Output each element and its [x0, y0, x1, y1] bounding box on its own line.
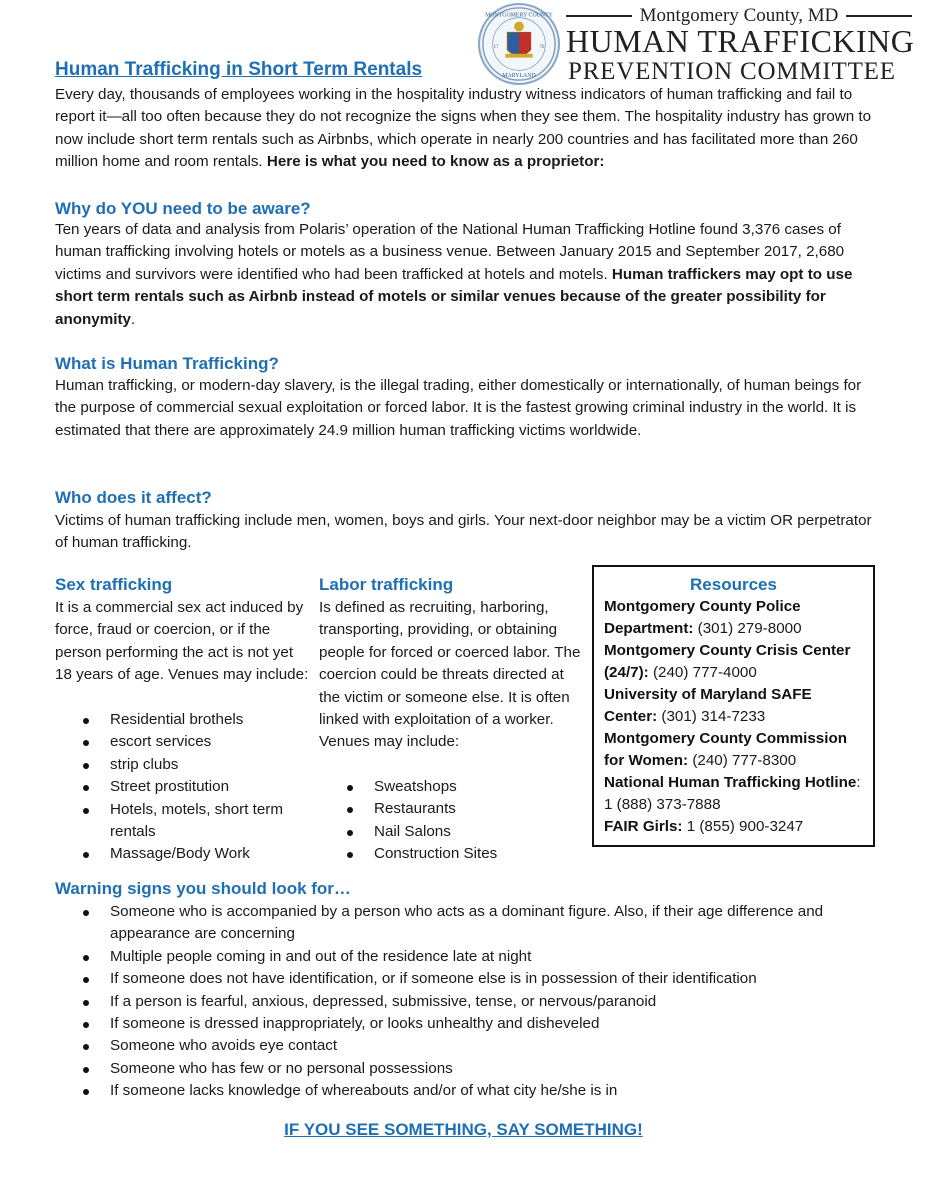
resource-item [604, 596, 863, 640]
rule-left [566, 15, 632, 17]
org-name-line2: PREVENTION COMMITTEE [568, 58, 896, 85]
bullet-icon [347, 785, 353, 791]
list-item-text: If someone does not have identification, or if someone else is in possession of their identification [110, 970, 757, 988]
bullet-icon [83, 1089, 89, 1095]
bullet-icon [347, 807, 353, 813]
list-item [55, 799, 315, 844]
org-location-text: Montgomery County, MD [639, 5, 839, 26]
svg-text:MARYLAND: MARYLAND [502, 73, 536, 80]
resource-phone[interactable]: (240) 777-4000 [648, 664, 757, 681]
bullet-icon [83, 718, 89, 724]
resources-heading: Resources [690, 575, 777, 594]
list-item-text: Someone who avoids eye contact [110, 1037, 338, 1055]
list-item [55, 1080, 895, 1102]
labor-trafficking-text: Is defined as recruiting, harboring, transporting, providing, or obtaining people for forced or coerced labor. The coercion could be threats directed at the victim or someone else. It is often linked with exploitation of a worker. Venues may include: [319, 599, 581, 751]
bullet-icon [83, 1044, 89, 1050]
list-item [319, 843, 581, 865]
list-item [55, 1058, 895, 1080]
list-item-text: Residential brothels [110, 711, 244, 728]
resource-name: University of Maryland SAFE Center: [604, 686, 812, 725]
sex-trafficking-heading: Sex trafficking [55, 575, 173, 594]
resource-item [604, 684, 863, 728]
resource-phone[interactable]: (301) 279-8000 [693, 620, 802, 637]
resource-name: National Human Trafficking Hotline [604, 774, 857, 791]
list-item [55, 843, 315, 865]
bullet-icon [83, 852, 89, 858]
why-bold-text: Human traffickers may opt to use short term rentals such as Airbnb instead of motels or similar venues because of the greater possibility for anonymity [55, 265, 853, 328]
resources-box [592, 565, 875, 847]
labor-trafficking-heading: Labor trafficking [319, 575, 454, 594]
bullet-icon [83, 785, 89, 791]
sex-trafficking-text: It is a commercial sex act induced by force, fraud or coercion, or if the person performing the act is not yet 18 years of age. Venues may include: [55, 599, 309, 684]
resource-phone[interactable]: : 1 (888) 373-7888 [604, 774, 861, 813]
list-item [319, 798, 581, 820]
list-item-text: Someone who is accompanied by a person who acts as a dominant figure. Also, if their age difference and appearance are concerning [110, 903, 824, 943]
list-item-text: If a person is fearful, anxious, depressed, submissive, tense, or nervous/paranoid [110, 992, 657, 1010]
resource-phone[interactable]: (240) 777-8300 [688, 752, 797, 769]
warning-list [55, 901, 895, 1103]
resource-name: FAIR Girls: [604, 818, 683, 835]
list-item-text: Massage/Body Work [110, 845, 250, 863]
bullet-icon [347, 830, 353, 836]
resource-name: Montgomery County Police Department: [604, 598, 801, 637]
who-paragraph: Victims of human trafficking include men, women, boys and girls. Your next-door neighbor may be a victim OR perpetrator of human trafficking. [55, 512, 872, 552]
svg-text:76: 76 [539, 44, 545, 50]
list-item-text: Street prostitution [110, 778, 230, 796]
resource-item [604, 772, 863, 816]
page-title: Human Trafficking in Short Term Rentals [55, 59, 423, 80]
bullet-icon [83, 1067, 89, 1073]
bullet-icon [83, 1000, 89, 1006]
list-item-text: Hotels, motels, short term rentals [110, 800, 284, 841]
list-item [55, 968, 895, 990]
rule-right [846, 15, 912, 17]
list-item-text: If someone lacks knowledge of whereabouts and/or of what city he/she is in [110, 1082, 618, 1100]
list-item [55, 709, 315, 731]
bullet-icon [347, 852, 353, 858]
list-item-text: Nail Salons [374, 822, 451, 840]
list-item-text: If someone is dressed inappropriately, or looks unhealthy and disheveled [110, 1015, 600, 1033]
list-item [319, 821, 581, 843]
why-text: Ten years of data and analysis from Polaris’ operation of the National Human Trafficking Hotline found 3,376 cases of human trafficking involving hotels or motels as a business venue. Between January 2015 and September 2017, 2,680 victims and survivors were identified who had been trafficked at hotels and motels. [55, 221, 845, 283]
labor-venues-list [319, 776, 581, 866]
list-item-text: Restaurants [374, 800, 456, 818]
resource-phone[interactable]: (301) 314-7233 [657, 708, 766, 725]
intro-paragraph [55, 84, 875, 174]
resource-phone[interactable]: 1 (855) 900-3247 [682, 818, 804, 835]
list-item-text: Multiple people coming in and out of the residence late at night [110, 947, 532, 965]
resource-name: Montgomery County Crisis Center (24/7): [604, 642, 851, 681]
list-item [55, 731, 315, 753]
bullet-icon [83, 740, 89, 746]
resource-item [604, 816, 863, 838]
list-item [55, 776, 315, 798]
bullet-icon [83, 1022, 89, 1028]
list-item [55, 754, 315, 776]
list-item-text: Sweatshops [374, 778, 457, 795]
bullet-icon [83, 977, 89, 983]
list-item [55, 946, 895, 968]
list-item [55, 1013, 895, 1035]
what-paragraph: Human trafficking, or modern-day slavery, is the illegal trading, either domestically or internationally, of human beings for the purpose of commercial sexual exploitation or forced labor. It is the fastest growing criminal industry in the world. It is estimated that there are approximately 24.9 million human trafficking victims worldwide. [55, 377, 862, 439]
call-to-action: IF YOU SEE SOMETHING, SAY SOMETHING! [284, 1120, 643, 1139]
list-item [55, 901, 895, 946]
sex-venues-list [55, 709, 315, 866]
org-name-line1: HUMAN TRAFFICKING [566, 23, 915, 59]
what-heading: What is Human Trafficking? [55, 354, 279, 373]
list-item-text: Someone who has few or no personal possessions [110, 1059, 453, 1077]
who-heading: Who does it affect? [55, 488, 212, 507]
intro-text: Every day, thousands of employees working in the hospitality industry witness indicators of human trafficking and fail to report it—all too often because they do not recognize the signs when they see them. The hospitality industry has grown to now include short term rentals such as Airbnbs, which operate in nearly 200 countries and has facilitated more than 260 million home and room rentals. [55, 86, 872, 171]
why-heading: Why do YOU need to be aware? [55, 199, 311, 218]
list-item-text: Construction Sites [374, 845, 498, 863]
bullet-icon [83, 808, 89, 814]
list-item [55, 991, 895, 1013]
resource-item [604, 728, 863, 772]
svg-text:MONTGOMERY COUNTY: MONTGOMERY COUNTY [485, 12, 553, 19]
bullet-icon [83, 910, 89, 916]
resource-item [604, 640, 863, 684]
intro-bold-text: Here is what you need to know as a proprietor: [266, 153, 605, 171]
list-item-text: strip clubs [110, 755, 179, 773]
bullet-icon [83, 763, 89, 769]
bullet-icon [83, 955, 89, 961]
why-end: . [130, 310, 136, 328]
list-item [319, 776, 581, 798]
svg-text:17: 17 [493, 44, 499, 50]
county-seal-icon [478, 3, 560, 85]
warning-heading: Warning signs you should look for… [55, 879, 351, 898]
why-paragraph [55, 219, 885, 331]
list-item [55, 1035, 895, 1057]
resource-name: Montgomery County Commission for Women: [604, 730, 848, 769]
list-item-text: escort services [110, 733, 212, 751]
